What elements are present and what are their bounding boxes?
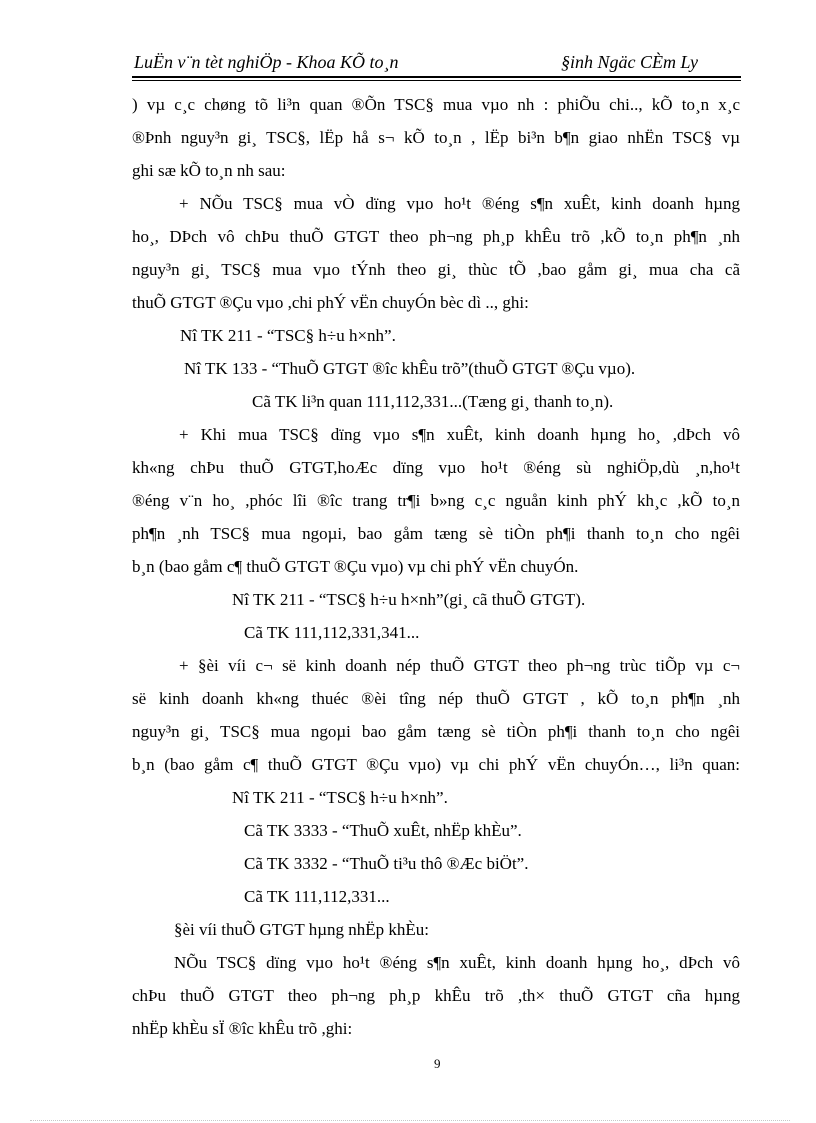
page-number: 9 (434, 1056, 441, 1071)
journal-debit-line: Nî TK 211 - “TSC§ h÷u h×nh”. (180, 326, 396, 345)
journal-debit-line: Nî TK 211 - “TSC§ h÷u h×nh”(gi¸ cã thuÕ GTGT). (232, 590, 586, 609)
text-line: nguy³n gi¸ TSC§ mua ngoµi bao gåm tæng sè tiÒn ph¶i thanh to¸n cho ngêi (132, 722, 740, 741)
journal-credit-line: Cã TK li³n quan 111,112,331...(Tæng gi¸ thanh to¸n). (252, 392, 614, 411)
text-line: + Khi mua TSC§ dïng vµo s¶n xuÊt, kinh doanh hµng ho¸ ,dÞch vô (179, 425, 740, 444)
page-header (132, 40, 741, 80)
text-line: ho¸, DÞch vô chÞu thuÕ GTGT theo ph¬ng ph¸p khÊu trõ ,kÕ to¸n ph¶n ¸nh (132, 227, 740, 246)
text-line: thuÕ GTGT ®Çu vµo ,chi phÝ vËn chuyÓn bèc dì .., ghi: (132, 293, 529, 312)
text-line: + NÕu TSC§ mua vÒ dïng vµo ho¹t ®éng s¶n xuÊt, kinh doanh hµng (179, 194, 740, 213)
journal-credit-line: Cã TK 3333 - “ThuÕ xuÊt, nhËp khÈu”. (244, 821, 522, 840)
text-line: nhËp khÈu sÏ ®îc khÊu trõ ,ghi: (132, 1019, 353, 1038)
text-line: ) vµ c¸c chøng tõ li³n quan ®Õn TSC§ mua vµo nh : phiÕu chi.., kÕ to¸n x¸c (132, 95, 740, 114)
journal-debit-line: Nî TK 133 - “ThuÕ GTGT ®îc khÊu trõ”(thuÕ GTGT ®Çu vµo). (184, 359, 636, 378)
text-line: chÞu thuÕ GTGT theo ph¬ng ph¸p khÊu trõ ,th× thuÕ GTGT cña hµng (132, 986, 740, 1005)
text-line: b¸n (bao gåm c¶ thuÕ GTGT ®Çu vµo) vµ chi phÝ vËn chuyÓn. (132, 557, 579, 576)
text-line: nguy³n gi¸ TSC§ mua vµo tÝnh theo gi¸ thùc tÕ ,bao gåm gi¸ mua cha cã (132, 260, 740, 279)
text-line: ghi sæ kÕ to¸n nh sau: (132, 161, 286, 180)
text-line: ®Þnh nguy³n gi¸ TSC§, lËp hå s¬ kÕ to¸n , lËp bi³n b¶n giao nhËn TSC§ vµ (132, 128, 740, 147)
text-line: ®éng v¨n ho¸ ,phóc lîi ®îc trang tr¶i b»ng c¸c nguån kinh phÝ kh¸c ,kÕ to¸n (132, 491, 740, 510)
text-line: + §èi víi c¬ së kinh doanh nép thuÕ GTGT theo ph¬ng trùc tiÕp vµ c¬ (179, 656, 740, 675)
journal-credit-line: Cã TK 111,112,331... (244, 887, 390, 906)
page-bottom-divider (30, 1120, 790, 1121)
text-line: NÕu TSC§ dïng vµo ho¹t ®éng s¶n xuÊt, kinh doanh hµng ho¸, dÞch vô (174, 953, 740, 972)
header-rule-thick (132, 76, 741, 78)
text-line: kh«ng chÞu thuÕ GTGT,hoÆc dïng vµo ho¹t ®éng sù nghiÖp,dù ¸n,ho¹t (132, 458, 740, 477)
journal-credit-line: Cã TK 111,112,331,341... (244, 623, 420, 642)
text-line: ph¶n ¸nh TSC§ mua ngoµi, bao gåm tæng sè tiÒn ph¶i thanh to¸n cho ngêi (132, 524, 740, 543)
journal-credit-line: Cã TK 3332 - “ThuÕ ti³u thô ®Æc biÖt”. (244, 854, 529, 873)
text-line: së kinh doanh kh«ng thuéc ®èi tîng nép thuÕ GTGT , kÕ to¸n ph¶n ¸nh (132, 689, 740, 708)
header-thesis-title: LuËn v¨n tèt nghiÖp - Khoa KÕ to¸n (134, 52, 399, 72)
text-line: §èi víi thuÕ GTGT hµng nhËp khÈu: (174, 920, 430, 939)
header-rule-thin (132, 80, 741, 81)
journal-debit-line: Nî TK 211 - “TSC§ h÷u h×nh”. (232, 788, 448, 807)
text-line: b¸n (bao gåm c¶ thuÕ GTGT ®Çu vµo) vµ chi phÝ vËn chuyÓn…, li³n quan: (132, 755, 740, 774)
header-author-name: §inh Ngäc CÈm Ly (561, 52, 698, 72)
